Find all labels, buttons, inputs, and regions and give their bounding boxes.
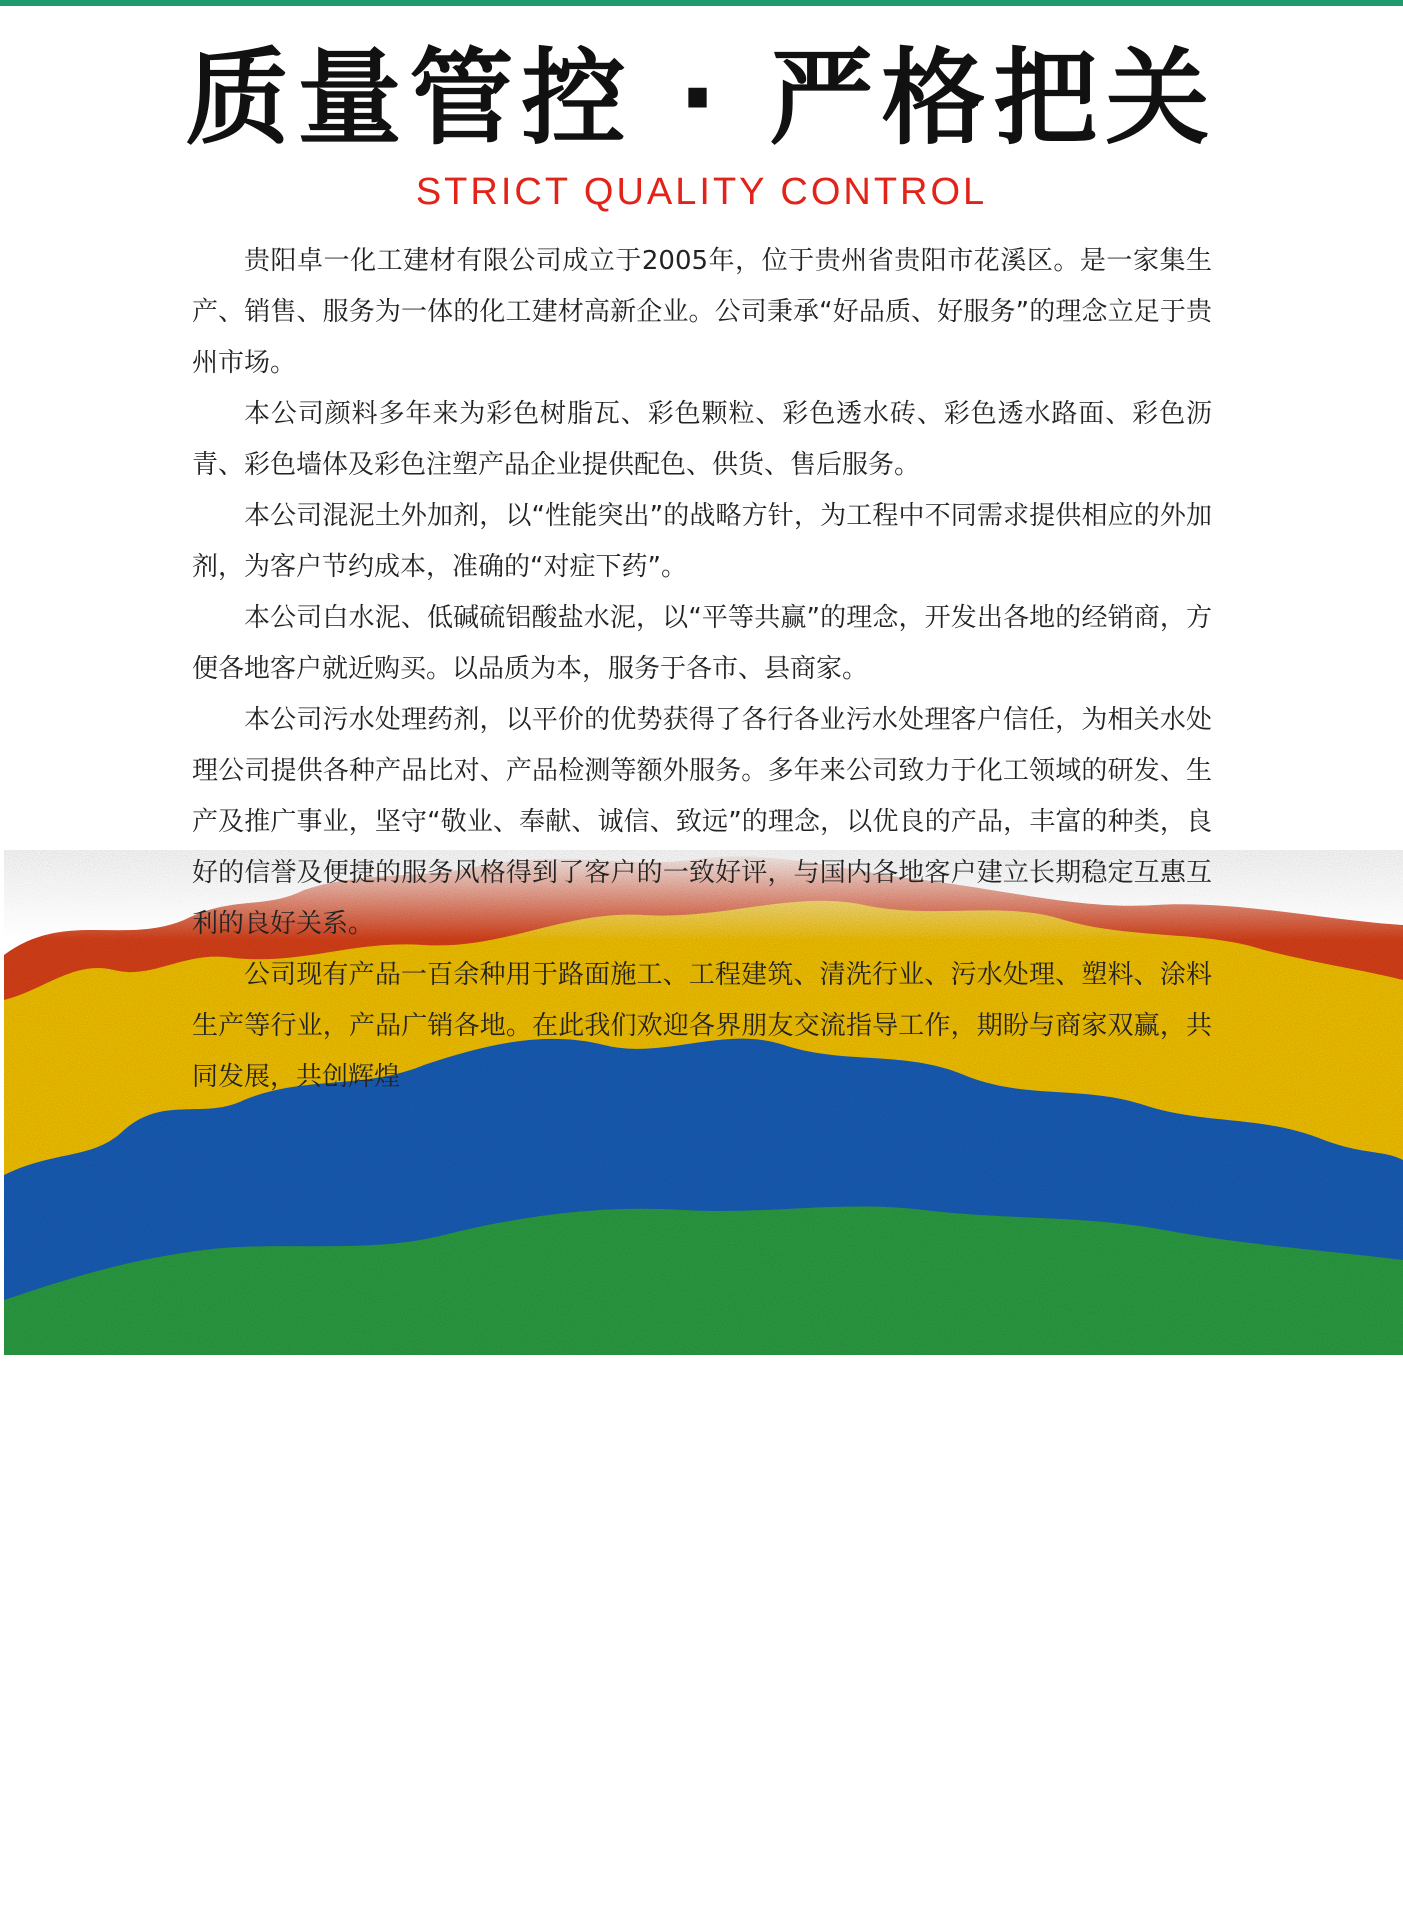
page-title: 质量管控 · 严格把关 xyxy=(185,37,1218,159)
intro-paragraph-2: 本公司颜料多年来为彩色树脂瓦、彩色颗粒、彩色透水砖、彩色透水路面、彩色沥青、彩色墙体及彩色注塑产品企业提供配色、供货、售后服务。 xyxy=(192,399,1212,480)
intro-paragraph-4: 本公司白水泥、低碱硫铝酸盐水泥，以“平等共赢”的理念，开发出各地的经销商，方便各地客户就近购买。以品质为本，服务于各市、县商家。 xyxy=(192,603,1212,684)
intro-paragraph-3: 本公司混泥土外加剂，以“性能突出”的战略方针，为工程中不同需求提供相应的外加剂，为客户节约成本，准确的“对症下药”。 xyxy=(192,501,1212,582)
company-intro xyxy=(192,236,1212,1103)
top-accent-bar xyxy=(0,0,1403,6)
intro-paragraph-6: 公司现有产品一百余种用于路面施工、工程建筑、清洗行业、污水处理、塑料、涂料生产等行业，产品广销各地。在此我们欢迎各界朋友交流指导工作，期盼与商家双赢，共同发展，共创辉煌 xyxy=(192,960,1212,1092)
page-subtitle: STRICT QUALITY CONTROL xyxy=(415,171,988,213)
intro-paragraph-1: 贵阳卓一化工建材有限公司成立于2005年，位于贵州省贵阳市花溪区。是一家集生产、销售、服务为一体的化工建材高新企业。公司秉承“好品质、好服务”的理念立足于贵州市场。 xyxy=(192,246,1212,378)
intro-paragraph-5: 本公司污水处理药剂，以平价的优势获得了各行各业污水处理客户信任，为相关水处理公司提供各种产品比对、产品检测等额外服务。多年来公司致力于化工领域的研发、生产及推广事业，坚守“敬业、奉献、诚信、致远”的理念，以优良的产品，丰富的种类，良好的信誉及便捷的服务风格得到了客户的一致好评，与国内各地客户建立长期稳定互惠互利的良好关系。 xyxy=(192,705,1212,939)
